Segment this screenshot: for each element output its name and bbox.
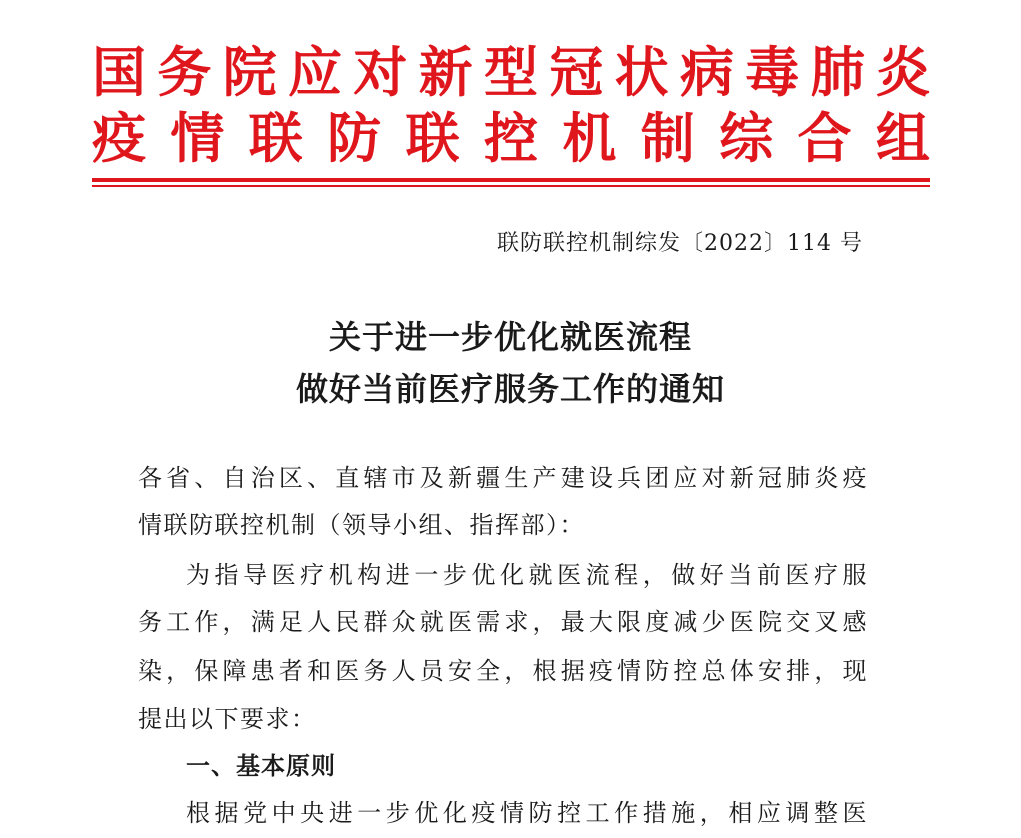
masthead-divider-thick [92, 178, 930, 182]
masthead-char: 制 [640, 107, 695, 170]
masthead-char: 炎 [875, 41, 930, 104]
masthead-char: 疫 [92, 107, 146, 170]
masthead-char: 毒 [745, 41, 800, 104]
masthead-char: 院 [222, 41, 277, 104]
masthead-char: 组 [875, 107, 930, 170]
masthead-char: 肺 [810, 41, 865, 104]
masthead-char: 综 [719, 107, 774, 170]
masthead-char: 联 [248, 107, 303, 170]
document-title-line-2: 做好当前医疗服务工作的通知 [295, 370, 725, 408]
paragraph-line: 根据党中央进一步优化疫情防控工作措施，相应调整医 [186, 799, 868, 827]
masthead-line-1 [92, 41, 930, 104]
masthead-char: 务 [157, 41, 212, 104]
paragraph-line: 务工作，满足人民群众就医需求，最大限度减少医院交叉感 [138, 608, 868, 636]
masthead-char: 情 [170, 107, 225, 170]
masthead-char: 应 [287, 41, 342, 104]
masthead-char: 控 [483, 107, 538, 170]
paragraph-line: 染，保障患者和医务人员安全，根据疫情防控总体安排，现 [138, 657, 868, 685]
addressee-line-2: 情联防联控机制（领导小组、指挥部）： [138, 511, 585, 539]
masthead-char: 型 [483, 41, 538, 104]
paragraph-line: 提出以下要求： [138, 705, 317, 733]
masthead-line-2 [92, 107, 930, 170]
document-title-line-1: 关于进一步优化就医流程 [328, 318, 692, 356]
masthead-char: 病 [679, 41, 734, 104]
masthead-char: 机 [562, 107, 617, 170]
masthead-char: 新 [418, 41, 473, 104]
section-heading: 一、基本原则 [186, 752, 336, 780]
masthead-char: 国 [92, 41, 146, 104]
masthead-char: 冠 [549, 41, 604, 104]
masthead-char: 合 [797, 107, 852, 170]
masthead-char: 对 [353, 41, 408, 104]
masthead-divider-thin [92, 185, 930, 187]
masthead-char: 状 [614, 41, 669, 104]
addressee-line-1: 各省、自治区、直辖市及新疆生产建设兵团应对新冠肺炎疫 [138, 464, 868, 492]
document-number: 联防联控机制综发〔2022〕114 号 [497, 231, 863, 256]
masthead-char: 防 [327, 107, 382, 170]
paragraph-line: 为指导医疗机构进一步优化就医流程，做好当前医疗服 [186, 561, 868, 589]
masthead-char: 联 [405, 107, 460, 170]
